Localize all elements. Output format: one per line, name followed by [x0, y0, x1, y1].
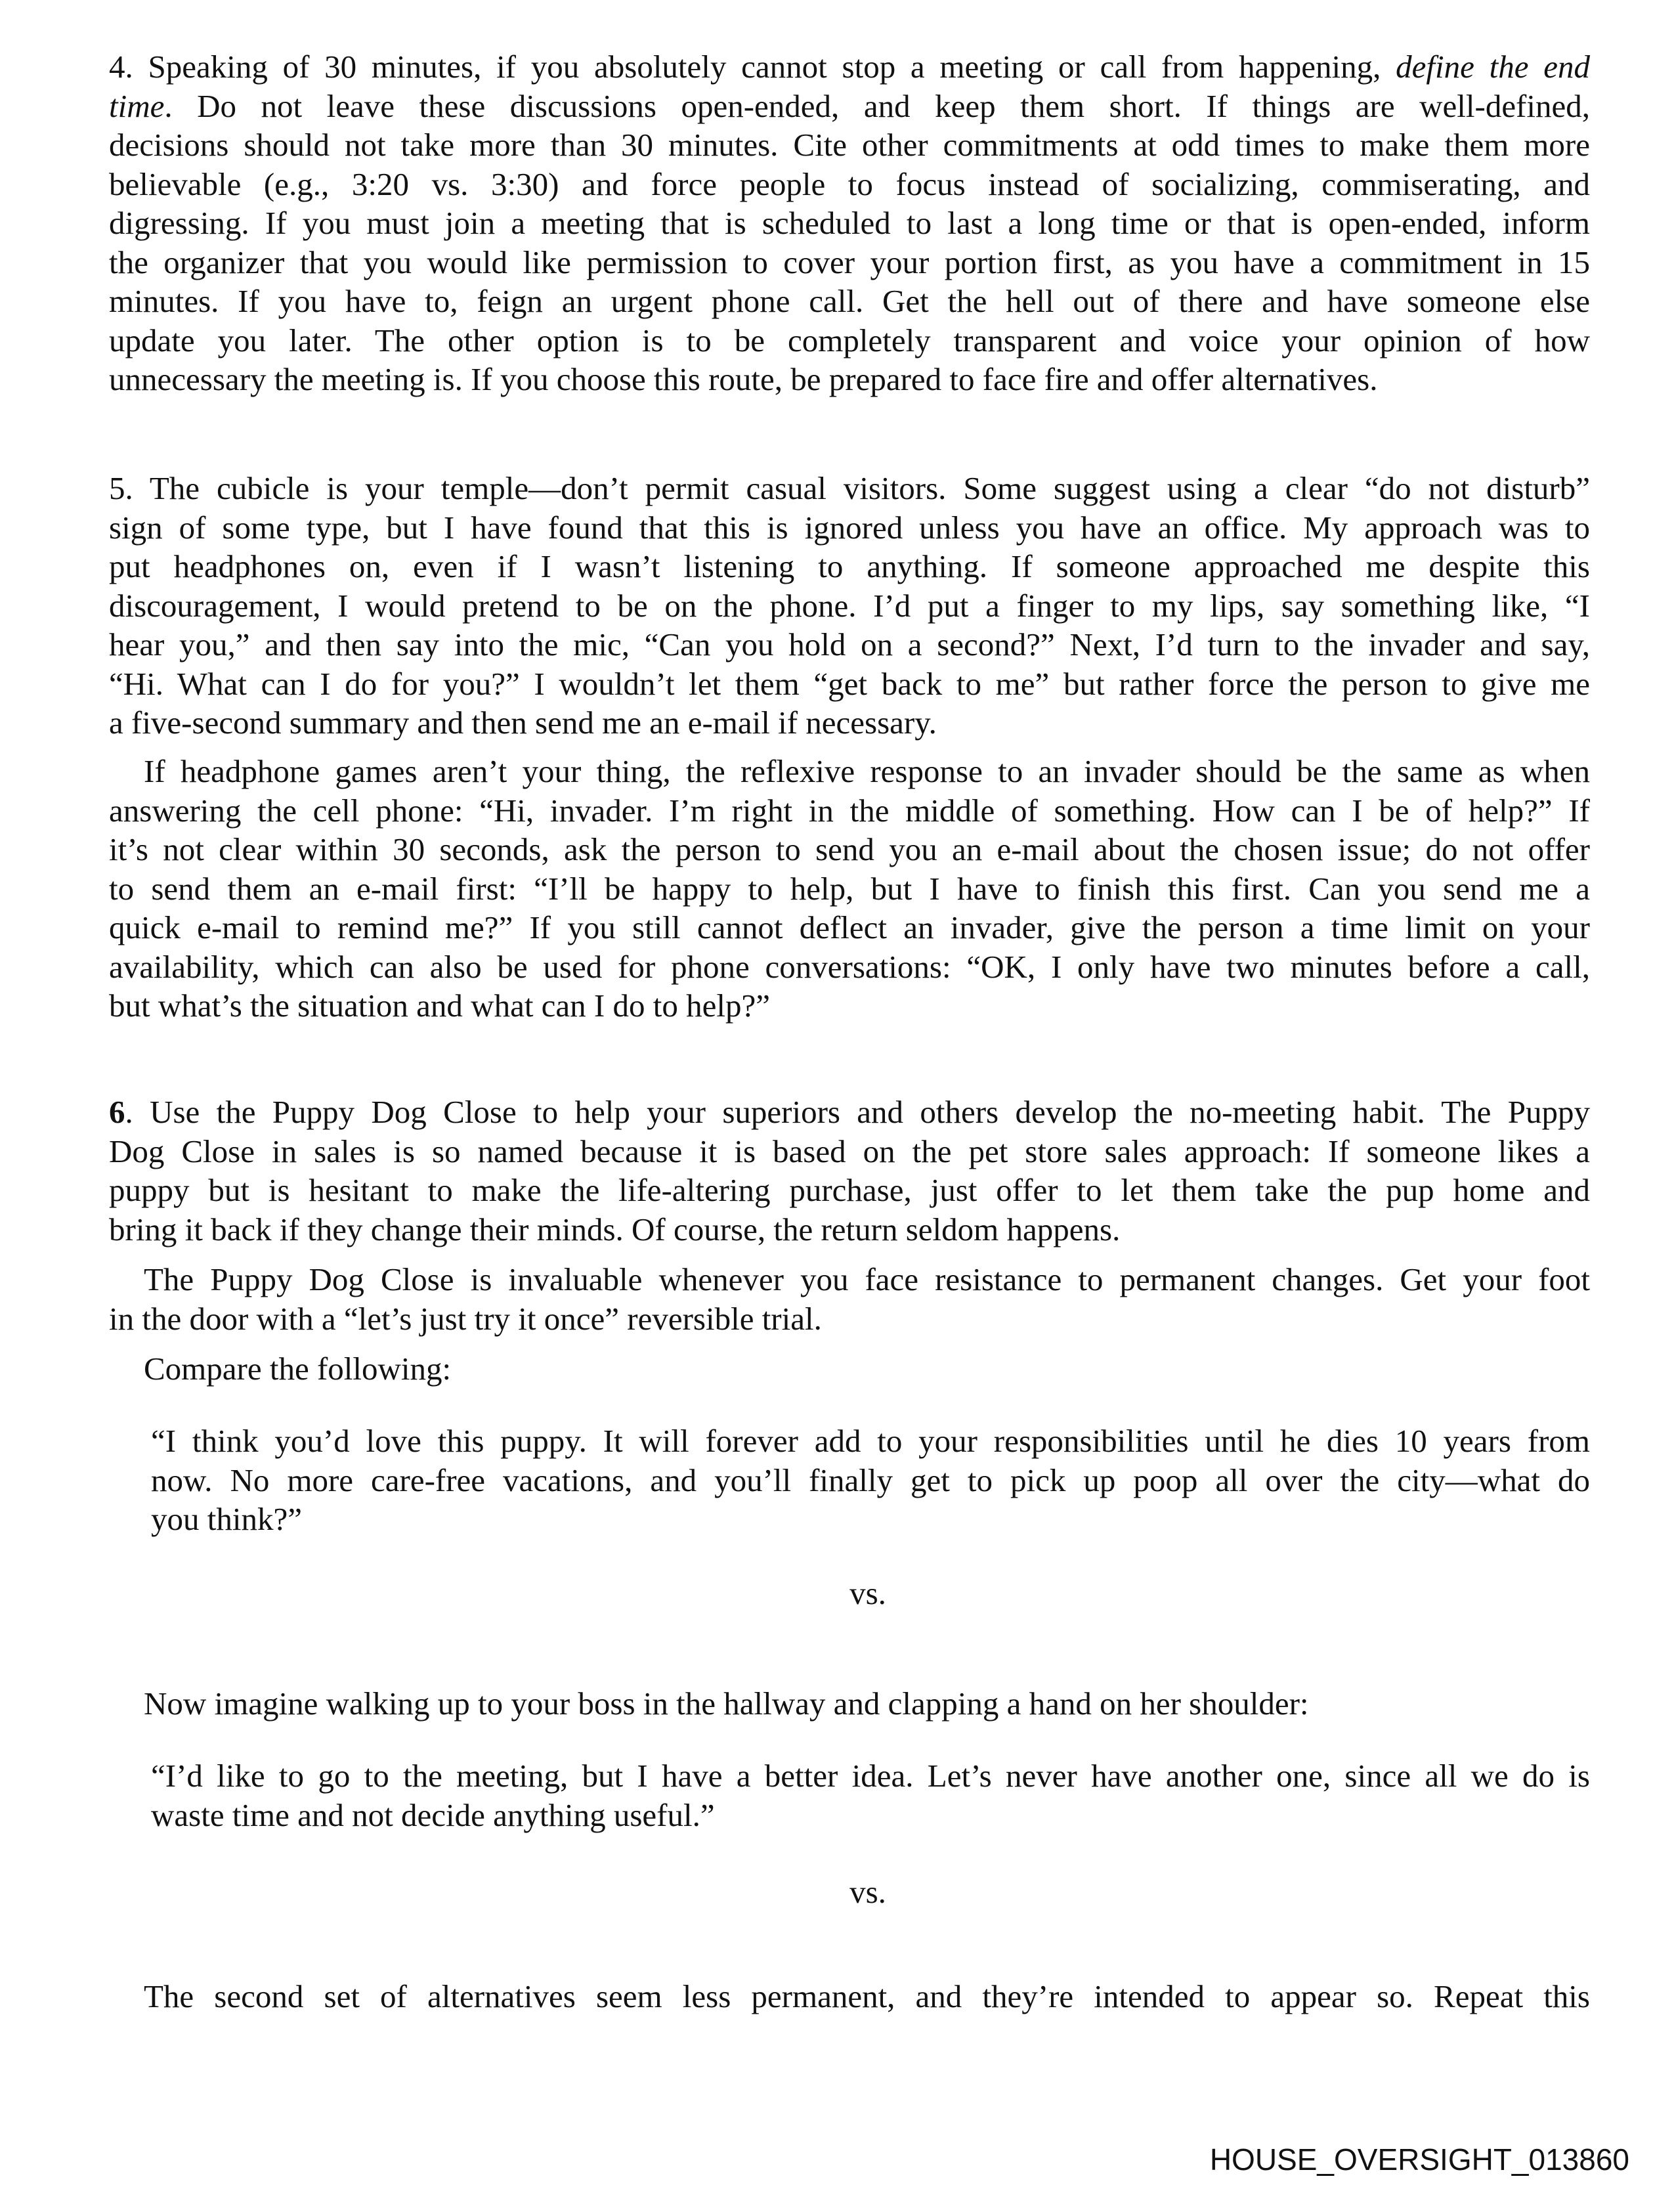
text-line: now. No more care-free vacations, and you’ll finally get to pick up poop all over the city—what do	[151, 1462, 1590, 1498]
text-line	[109, 87, 1590, 126]
text-line: “I think you’d love this puppy. It will forever add to your responsibilities until he dies 10 years from	[151, 1423, 1590, 1459]
text-line: Compare the following:	[144, 1351, 452, 1387]
text-line: hear you,” and then say into the mic, “Can you hold on a second?” Next, I’d turn to the invader and say,	[109, 626, 1590, 662]
text-line: the organizer that you would like permission to cover your portion first, as you have a commitment in 15	[109, 244, 1590, 280]
text-line: unnecessary the meeting is. If you choose this route, be prepared to face fire and offer alternatives.	[109, 361, 1378, 397]
text-line: update you later. The other option is to be completely transparent and voice your opinion of how	[109, 322, 1590, 358]
text-line: If headphone games aren’t your thing, the reflexive response to an invader should be the same as when	[144, 753, 1590, 789]
text-line: 5. The cubicle is your temple—don’t permit casual visitors. Some suggest using a clear “do not disturb”	[109, 470, 1590, 506]
text-line: but what’s the situation and what can I do to help?”	[109, 987, 770, 1024]
paragraph-6	[109, 1093, 1590, 1249]
text-line: sign of some type, but I have found that this is ignored unless you have an office. My approach was to	[109, 509, 1590, 546]
text-line: availability, which can also be used for phone conversations: “OK, I only have two minutes before a call,	[109, 948, 1590, 985]
text-line: digressing. If you must join a meeting that is scheduled to last a long time or that is open-ended, inform	[109, 205, 1590, 241]
page-footer-id: HOUSE_OVERSIGHT_013860	[1209, 2142, 1629, 2177]
text-line: waste time and not decide anything useful.”	[151, 1796, 715, 1833]
text-line: “I’d like to go to the meeting, but I have a better idea. Let’s never have another one, since all we do is	[151, 1758, 1590, 1794]
text-line: believable (e.g., 3:20 vs. 3:30) and force people to focus instead of socializing, commiserating, and	[109, 165, 1590, 202]
paragraph-4	[109, 47, 1590, 399]
text-line	[109, 47, 1590, 87]
text-line: put headphones on, even if I wasn’t listening to anything. If someone approached me despite this	[109, 548, 1590, 584]
text: . Use the Puppy Dog Close to help your superiors and others develop the no-meeting habit. The Puppy	[125, 1094, 1590, 1130]
text-line: “Hi. What can I do for you?” I wouldn’t let them “get back to me” but rather force the person to give me	[109, 665, 1590, 702]
versus-2: vs.	[849, 1874, 886, 1910]
text-line: decisions should not take more than 30 minutes. Cite other commitments at odd times to make them more	[109, 127, 1590, 163]
text-line: answering the cell phone: “Hi, invader. I’m right in the middle of something. How can I be of help?” If	[109, 792, 1590, 829]
text: . Do not leave these discussions open-ended, and keep them short. If things are well-defined,	[164, 87, 1590, 124]
compare-line	[109, 1349, 1590, 1389]
text-line: quick e-mail to remind me?” If you still cannot deflect an invader, give the person a time limit on your	[109, 909, 1590, 945]
quote-1	[151, 1421, 1590, 1539]
text-line: The Puppy Dog Close is invaluable whenever you face resistance to permanent changes. Get your foot	[144, 1261, 1590, 1297]
second-set-paragraph	[109, 1977, 1590, 2016]
emphasis: time	[109, 87, 165, 124]
emphasis: define the end	[1396, 49, 1590, 85]
paragraph-6-continued	[109, 1260, 1590, 1338]
paragraph-5	[109, 469, 1590, 743]
text-line: to send them an e-mail first: “I’ll be happy to help, but I have to finish this first. Can you send me a	[109, 870, 1590, 907]
text-line: bring it back if they change their minds. Of course, the return seldom happens.	[109, 1211, 1121, 1247]
text-line: Dog Close in sales is so named because it is based on the pet store sales approach: If someone likes a	[109, 1133, 1590, 1169]
paragraph-5-continued	[109, 752, 1590, 1026]
text-line: discouragement, I would pretend to be on the phone. I’d put a finger to my lips, say something like, “I	[109, 587, 1590, 624]
text-line: Now imagine walking up to your boss in the hallway and clapping a hand on her shoulder:	[144, 1685, 1309, 1722]
text-line: minutes. If you have to, feign an urgent phone call. Get the hell out of there and have someone else	[109, 283, 1590, 319]
text-line: puppy but is hesitant to make the life-altering purchase, just offer to let them take the pup home and	[109, 1172, 1590, 1208]
text-line	[109, 1093, 1590, 1132]
text-line: a five-second summary and then send me an e-mail if necessary.	[109, 705, 937, 741]
versus-1: vs.	[849, 1575, 886, 1611]
text: 4. Speaking of 30 minutes, if you absolutely cannot stop a meeting or call from happening,	[109, 49, 1396, 85]
item-number: 6	[109, 1094, 125, 1130]
text-line: in the door with a “let’s just try it once” reversible trial.	[109, 1300, 822, 1337]
imagine-line	[109, 1684, 1590, 1724]
text-line: The second set of alternatives seem less permanent, and they’re intended to appear so. Repeat this	[144, 1978, 1590, 2014]
quote-2	[151, 1756, 1590, 1834]
text-line: you think?”	[151, 1501, 302, 1537]
text-line: it’s not clear within 30 seconds, ask the person to send you an e-mail about the chosen issue; do not offer	[109, 831, 1590, 867]
